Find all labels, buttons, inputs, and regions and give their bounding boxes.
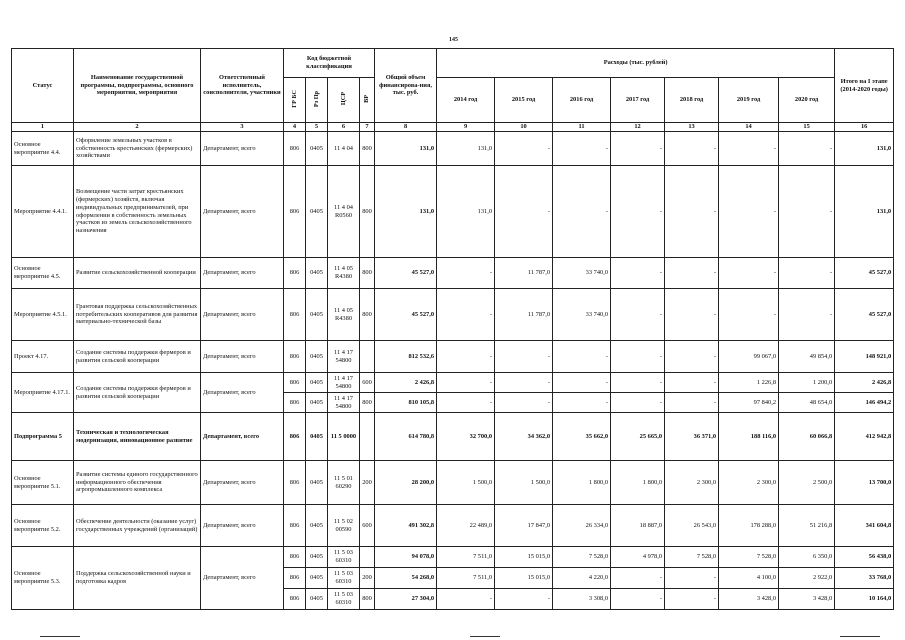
rzpr-cell: 0405 bbox=[306, 589, 328, 610]
total-cell: 131,0 bbox=[375, 166, 437, 258]
vr-cell: 800 bbox=[360, 393, 375, 413]
total-cell: 614 780,8 bbox=[375, 413, 437, 461]
year-cell: 26 334,0 bbox=[553, 505, 611, 547]
year-cell: 2 922,0 bbox=[779, 568, 835, 589]
csr-cell: 11 5 03 60310 bbox=[328, 589, 360, 610]
column-number: 2 bbox=[74, 123, 201, 132]
itogo-cell: 10 164,0 bbox=[835, 589, 894, 610]
year-cell: - bbox=[611, 166, 665, 258]
rzpr-cell: 0405 bbox=[306, 341, 328, 373]
table-row bbox=[12, 166, 894, 258]
year-cell: 3 428,0 bbox=[779, 589, 835, 610]
column-number: 13 bbox=[665, 123, 719, 132]
header-code-vr: ВР bbox=[360, 78, 375, 123]
total-cell: 491 302,8 bbox=[375, 505, 437, 547]
year-cell: 131,0 bbox=[437, 166, 495, 258]
program-cell: Возмещение части затрат крестьянских (фермерских) хозяйств, включая индивидуальных предпринимателей, при оформлении в собственность земельных участков из земель сельскохозяйственного назначения bbox=[74, 166, 201, 258]
total-cell: 94 078,0 bbox=[375, 547, 437, 568]
page-number: 145 bbox=[449, 37, 458, 43]
header-total-volume: Общий объем финансирова-ния, тыс. руб. bbox=[375, 49, 437, 123]
header-itogo: Итого на I этапе (2014-2020 годы) bbox=[835, 49, 894, 123]
year-cell: 11 787,0 bbox=[495, 258, 553, 289]
vr-cell: 200 bbox=[360, 461, 375, 505]
header-year: 2020 год bbox=[779, 78, 835, 123]
year-cell: 33 740,0 bbox=[553, 289, 611, 341]
vr-cell bbox=[360, 341, 375, 373]
year-cell: - bbox=[611, 258, 665, 289]
header-year: 2017 год bbox=[611, 78, 665, 123]
rzpr-cell: 0405 bbox=[306, 568, 328, 589]
vr-cell: 800 bbox=[360, 289, 375, 341]
column-number-row bbox=[12, 123, 894, 132]
status-cell: Основное мероприятие 4.5. bbox=[12, 258, 74, 289]
year-cell: - bbox=[611, 132, 665, 166]
csr-cell: 11 5 03 60310 bbox=[328, 568, 360, 589]
rzpr-cell: 0405 bbox=[306, 166, 328, 258]
year-cell: 178 288,0 bbox=[719, 505, 779, 547]
vr-cell bbox=[360, 413, 375, 461]
column-number: 10 bbox=[495, 123, 553, 132]
year-cell: - bbox=[665, 373, 719, 393]
table-row bbox=[12, 258, 894, 289]
grbs-cell: 806 bbox=[284, 568, 306, 589]
year-cell: 7 528,0 bbox=[719, 547, 779, 568]
year-cell: - bbox=[437, 289, 495, 341]
total-cell: 28 200,0 bbox=[375, 461, 437, 505]
vr-cell: 800 bbox=[360, 166, 375, 258]
year-cell: 49 854,0 bbox=[779, 341, 835, 373]
responsible-cell: Департамент, всего bbox=[201, 258, 284, 289]
total-cell: 27 304,0 bbox=[375, 589, 437, 610]
program-cell: Создание системы поддержки фермеров и развития сельской кооперации bbox=[74, 373, 201, 413]
year-cell: 1 800,0 bbox=[553, 461, 611, 505]
year-cell: - bbox=[495, 166, 553, 258]
year-cell: 1 226,8 bbox=[719, 373, 779, 393]
year-cell: 7 511,0 bbox=[437, 547, 495, 568]
program-cell: Развитие системы единого государственного информационного обеспечения агропромышленного комплекса bbox=[74, 461, 201, 505]
column-number: 1 bbox=[12, 123, 74, 132]
year-cell: 1 200,0 bbox=[779, 373, 835, 393]
header-year: 2019 год bbox=[719, 78, 779, 123]
year-cell: 1 500,0 bbox=[495, 461, 553, 505]
year-cell: - bbox=[719, 289, 779, 341]
year-cell: 3 428,0 bbox=[719, 589, 779, 610]
csr-cell: 11 5 01 60290 bbox=[328, 461, 360, 505]
grbs-cell: 806 bbox=[284, 132, 306, 166]
program-cell: Создание системы поддержки фермеров и развития сельской кооперации bbox=[74, 341, 201, 373]
year-cell: 7 511,0 bbox=[437, 568, 495, 589]
responsible-cell: Департамент, всего bbox=[201, 289, 284, 341]
vr-cell: 800 bbox=[360, 589, 375, 610]
column-number: 8 bbox=[375, 123, 437, 132]
year-cell: 2 500,0 bbox=[779, 461, 835, 505]
responsible-cell: Департамент, всего bbox=[201, 373, 284, 413]
year-cell: - bbox=[495, 589, 553, 610]
year-cell: 4 220,0 bbox=[553, 568, 611, 589]
responsible-cell: Департамент, всего bbox=[201, 341, 284, 373]
year-cell: 6 350,0 bbox=[779, 547, 835, 568]
status-cell: Мероприятие 4.5.1. bbox=[12, 289, 74, 341]
year-cell: 22 489,0 bbox=[437, 505, 495, 547]
program-cell: Обеспечение деятельности (оказание услуг) государственных учреждений (организаций) bbox=[74, 505, 201, 547]
year-cell: 35 662,0 bbox=[553, 413, 611, 461]
itogo-cell: 45 527,0 bbox=[835, 258, 894, 289]
table-row bbox=[12, 413, 894, 461]
year-cell: - bbox=[437, 341, 495, 373]
itogo-cell: 131,0 bbox=[835, 166, 894, 258]
column-number: 3 bbox=[201, 123, 284, 132]
table-row bbox=[12, 505, 894, 547]
rzpr-cell: 0405 bbox=[306, 258, 328, 289]
year-cell: - bbox=[665, 589, 719, 610]
itogo-cell: 2 426,8 bbox=[835, 373, 894, 393]
itogo-cell: 131,0 bbox=[835, 132, 894, 166]
column-number: 6 bbox=[328, 123, 360, 132]
csr-cell: 11 4 17 54800 bbox=[328, 341, 360, 373]
year-cell: - bbox=[665, 258, 719, 289]
year-cell: - bbox=[779, 289, 835, 341]
year-cell: 2 300,0 bbox=[665, 461, 719, 505]
header-code-csr: ЦСР bbox=[328, 78, 360, 123]
year-cell: - bbox=[495, 132, 553, 166]
year-cell: - bbox=[553, 393, 611, 413]
year-cell: 4 978,0 bbox=[611, 547, 665, 568]
header-program: Наименование государственной программы, подпрограммы, основного мероприятия, мероприятия bbox=[74, 49, 201, 123]
rzpr-cell: 0405 bbox=[306, 505, 328, 547]
year-cell: 3 308,0 bbox=[553, 589, 611, 610]
itogo-cell: 45 527,0 bbox=[835, 289, 894, 341]
year-cell: - bbox=[665, 341, 719, 373]
status-cell: Подпрограмма 5 bbox=[12, 413, 74, 461]
year-cell: 17 847,0 bbox=[495, 505, 553, 547]
vr-cell: 200 bbox=[360, 568, 375, 589]
column-number: 5 bbox=[306, 123, 328, 132]
vr-cell: 600 bbox=[360, 373, 375, 393]
csr-cell: 11 4 04 R0560 bbox=[328, 166, 360, 258]
header-year: 2014 год bbox=[437, 78, 495, 123]
footer-rule bbox=[840, 636, 880, 637]
rzpr-cell: 0405 bbox=[306, 461, 328, 505]
responsible-cell: Департамент, всего bbox=[201, 413, 284, 461]
column-number: 4 bbox=[284, 123, 306, 132]
total-cell: 131,0 bbox=[375, 132, 437, 166]
column-number: 7 bbox=[360, 123, 375, 132]
column-number: 14 bbox=[719, 123, 779, 132]
status-cell: Основное мероприятие 5.1. bbox=[12, 461, 74, 505]
header-year: 2016 год bbox=[553, 78, 611, 123]
table-row bbox=[12, 547, 894, 568]
year-cell: - bbox=[779, 132, 835, 166]
year-cell: 33 740,0 bbox=[553, 258, 611, 289]
program-cell: Развитие сельскохозяйственной кооперации bbox=[74, 258, 201, 289]
grbs-cell: 806 bbox=[284, 373, 306, 393]
total-cell: 810 105,8 bbox=[375, 393, 437, 413]
csr-cell: 11 5 03 60310 bbox=[328, 547, 360, 568]
rzpr-cell: 0405 bbox=[306, 547, 328, 568]
column-number: 15 bbox=[779, 123, 835, 132]
rzpr-cell: 0405 bbox=[306, 132, 328, 166]
program-cell: Оформление земельных участков в собственность крестьянских (фермерских) хозяйствами bbox=[74, 132, 201, 166]
program-cell: Грантовая поддержка сельскохозяйственных потребительских кооперативов для развития материально-технической базы bbox=[74, 289, 201, 341]
column-number: 11 bbox=[553, 123, 611, 132]
year-cell: 60 066,8 bbox=[779, 413, 835, 461]
csr-cell: 11 4 17 54800 bbox=[328, 393, 360, 413]
itogo-cell: 412 942,8 bbox=[835, 413, 894, 461]
year-cell: - bbox=[665, 568, 719, 589]
year-cell: - bbox=[553, 132, 611, 166]
csr-cell: 11 4 05 R4380 bbox=[328, 289, 360, 341]
column-number: 16 bbox=[835, 123, 894, 132]
year-cell: - bbox=[611, 589, 665, 610]
header-budget-code: Код бюджетной классификации bbox=[284, 49, 375, 78]
year-cell: - bbox=[611, 568, 665, 589]
header-year: 2015 год bbox=[495, 78, 553, 123]
year-cell: - bbox=[665, 393, 719, 413]
year-cell: - bbox=[719, 166, 779, 258]
year-cell: 32 700,0 bbox=[437, 413, 495, 461]
table-row bbox=[12, 341, 894, 373]
header-code-grbs: ГР БС bbox=[284, 78, 306, 123]
grbs-cell: 806 bbox=[284, 589, 306, 610]
year-cell: - bbox=[719, 258, 779, 289]
itogo-cell: 13 700,0 bbox=[835, 461, 894, 505]
grbs-cell: 806 bbox=[284, 461, 306, 505]
responsible-cell: Департамент, всего bbox=[201, 461, 284, 505]
status-cell: Мероприятие 4.17.1. bbox=[12, 373, 74, 413]
grbs-cell: 806 bbox=[284, 166, 306, 258]
grbs-cell: 806 bbox=[284, 547, 306, 568]
grbs-cell: 806 bbox=[284, 258, 306, 289]
csr-cell: 11 4 05 R4380 bbox=[328, 258, 360, 289]
year-cell: - bbox=[665, 132, 719, 166]
total-cell: 812 532,6 bbox=[375, 341, 437, 373]
vr-cell bbox=[360, 547, 375, 568]
header-expenses: Расходы (тыс. рублей) bbox=[437, 49, 835, 78]
year-cell: 34 362,0 bbox=[495, 413, 553, 461]
status-cell: Проект 4.17. bbox=[12, 341, 74, 373]
year-cell: 131,0 bbox=[437, 132, 495, 166]
total-cell: 45 527,0 bbox=[375, 258, 437, 289]
year-cell: - bbox=[437, 393, 495, 413]
csr-cell: 11 5 02 00590 bbox=[328, 505, 360, 547]
grbs-cell: 806 bbox=[284, 289, 306, 341]
table-row bbox=[12, 132, 894, 166]
year-cell: 11 787,0 bbox=[495, 289, 553, 341]
year-cell: - bbox=[553, 341, 611, 373]
grbs-cell: 806 bbox=[284, 393, 306, 413]
csr-cell: 11 4 04 bbox=[328, 132, 360, 166]
header-responsible: Ответственный исполнитель, соисполнители, участники bbox=[201, 49, 284, 123]
status-cell: Мероприятие 4.4.1. bbox=[12, 166, 74, 258]
program-cell: Поддержка сельскохозяйственной науки и подготовка кадров bbox=[74, 547, 201, 610]
year-cell: 15 015,0 bbox=[495, 547, 553, 568]
year-cell: 1 800,0 bbox=[611, 461, 665, 505]
status-cell: Основное мероприятие 5.2. bbox=[12, 505, 74, 547]
itogo-cell: 56 438,0 bbox=[835, 547, 894, 568]
program-cell: Техническая и технологическая модернизация, инновационное развитие bbox=[74, 413, 201, 461]
year-cell: 26 543,0 bbox=[665, 505, 719, 547]
year-cell: - bbox=[611, 289, 665, 341]
year-cell: - bbox=[611, 393, 665, 413]
year-cell: 7 528,0 bbox=[553, 547, 611, 568]
year-cell: - bbox=[495, 373, 553, 393]
year-cell: - bbox=[611, 373, 665, 393]
itogo-cell: 148 921,0 bbox=[835, 341, 894, 373]
rzpr-cell: 0405 bbox=[306, 373, 328, 393]
status-cell: Основное мероприятие 5.3. bbox=[12, 547, 74, 610]
csr-cell: 11 5 0000 bbox=[328, 413, 360, 461]
vr-cell: 800 bbox=[360, 258, 375, 289]
itogo-cell: 146 494,2 bbox=[835, 393, 894, 413]
year-cell: - bbox=[553, 373, 611, 393]
year-cell: 15 015,0 bbox=[495, 568, 553, 589]
rzpr-cell: 0405 bbox=[306, 289, 328, 341]
itogo-cell: 341 604,8 bbox=[835, 505, 894, 547]
year-cell: 48 654,0 bbox=[779, 393, 835, 413]
year-cell: - bbox=[437, 258, 495, 289]
header-year: 2018 год bbox=[665, 78, 719, 123]
responsible-cell: Департамент, всего bbox=[201, 132, 284, 166]
header-status: Статус bbox=[12, 49, 74, 123]
year-cell: - bbox=[719, 132, 779, 166]
year-cell: 36 371,0 bbox=[665, 413, 719, 461]
column-number: 12 bbox=[611, 123, 665, 132]
year-cell: 4 100,0 bbox=[719, 568, 779, 589]
year-cell: 97 840,2 bbox=[719, 393, 779, 413]
budget-table bbox=[11, 48, 894, 610]
year-cell: - bbox=[665, 289, 719, 341]
year-cell: - bbox=[437, 373, 495, 393]
year-cell: 188 116,0 bbox=[719, 413, 779, 461]
year-cell: 99 067,0 bbox=[719, 341, 779, 373]
grbs-cell: 806 bbox=[284, 505, 306, 547]
year-cell: - bbox=[495, 341, 553, 373]
status-cell: Основное мероприятие 4.4. bbox=[12, 132, 74, 166]
table-row bbox=[12, 289, 894, 341]
column-number: 9 bbox=[437, 123, 495, 132]
itogo-cell: 33 768,0 bbox=[835, 568, 894, 589]
table-row bbox=[12, 461, 894, 505]
total-cell: 2 426,8 bbox=[375, 373, 437, 393]
rzpr-cell: 0405 bbox=[306, 413, 328, 461]
year-cell: 2 300,0 bbox=[719, 461, 779, 505]
year-cell: 51 216,8 bbox=[779, 505, 835, 547]
year-cell: 1 500,0 bbox=[437, 461, 495, 505]
year-cell: 25 665,0 bbox=[611, 413, 665, 461]
year-cell: - bbox=[665, 166, 719, 258]
total-cell: 45 527,0 bbox=[375, 289, 437, 341]
year-cell: - bbox=[437, 589, 495, 610]
responsible-cell: Департамент, всего bbox=[201, 505, 284, 547]
vr-cell: 600 bbox=[360, 505, 375, 547]
footer-rule bbox=[40, 636, 80, 637]
total-cell: 54 268,0 bbox=[375, 568, 437, 589]
year-cell: 18 887,0 bbox=[611, 505, 665, 547]
grbs-cell: 806 bbox=[284, 341, 306, 373]
responsible-cell: Департамент, всего bbox=[201, 166, 284, 258]
footer-rule bbox=[470, 636, 500, 637]
year-cell: - bbox=[553, 166, 611, 258]
year-cell: - bbox=[495, 393, 553, 413]
rzpr-cell: 0405 bbox=[306, 393, 328, 413]
vr-cell: 800 bbox=[360, 132, 375, 166]
responsible-cell: Департамент, всего bbox=[201, 547, 284, 610]
grbs-cell: 806 bbox=[284, 413, 306, 461]
year-cell: - bbox=[779, 166, 835, 258]
header-code-rzpr: Рз Пр bbox=[306, 78, 328, 123]
year-cell: 7 528,0 bbox=[665, 547, 719, 568]
year-cell: - bbox=[611, 341, 665, 373]
csr-cell: 11 4 17 54800 bbox=[328, 373, 360, 393]
table-row bbox=[12, 373, 894, 393]
year-cell: - bbox=[779, 258, 835, 289]
